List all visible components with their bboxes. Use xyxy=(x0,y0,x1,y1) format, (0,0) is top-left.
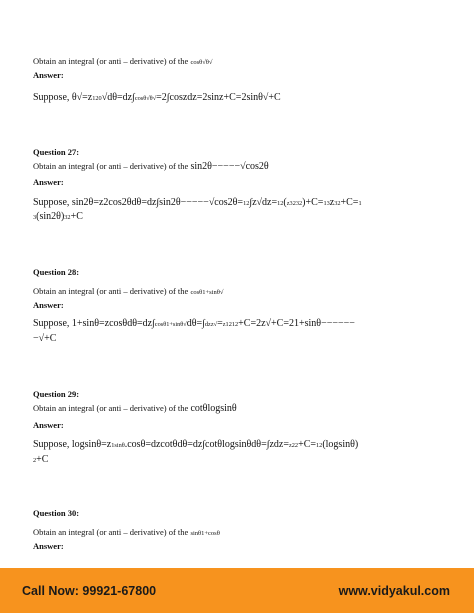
solution-text: Suppose, sin2θ=z2cos2θdθ=dz∫sin2θ−−−−−√cos2θ= xyxy=(33,197,244,208)
prompt-text: Obtain an integral (or anti – derivative) of the xyxy=(33,286,191,296)
solution-small-text: 2 xyxy=(33,457,37,464)
solution-26-line-1 xyxy=(33,92,281,103)
solution-small-text: 32 xyxy=(64,214,71,221)
question-26-prompt xyxy=(33,56,212,66)
solution-29-line-2 xyxy=(33,454,48,465)
answer-26-label: Answer: xyxy=(33,70,64,80)
solution-text: +C= xyxy=(298,439,317,450)
solution-text: ∫z√dz= xyxy=(249,197,278,208)
prompt-text: Obtain an integral (or anti – derivative) of the xyxy=(33,527,191,537)
solution-text: +C= xyxy=(340,197,359,208)
answer-30-label: Answer: xyxy=(33,541,64,551)
call-now-phone[interactable]: Call Now: 99921-67800 xyxy=(22,584,157,598)
question-27-title: Question 27: xyxy=(33,147,80,157)
prompt-text: Obtain an integral (or anti – derivative) of the xyxy=(33,403,191,413)
solution-small-text: z22 xyxy=(288,442,299,449)
prompt-function: cotθlogsinθ xyxy=(190,403,237,414)
solution-small-text: 12 xyxy=(243,200,250,207)
solution-text: +C=2z√+C=21+sinθ−−−−−− xyxy=(238,318,355,329)
solution-small-text: 3 xyxy=(33,214,37,221)
solution-small-text: cosθ√θ√ xyxy=(134,95,157,102)
solution-small-text: 12 xyxy=(277,200,284,207)
solution-text: +C xyxy=(70,211,83,222)
solution-text: −√+C xyxy=(33,333,57,344)
solution-small-text: 120 xyxy=(92,95,102,102)
solution-29-line-1 xyxy=(33,439,358,450)
solution-text: (logsinθ) xyxy=(322,439,359,450)
solution-text: )+C= xyxy=(302,197,324,208)
solution-text: +C xyxy=(36,454,49,465)
solution-text: dθ=∫ xyxy=(186,318,205,329)
solution-small-text: 1 xyxy=(358,200,362,207)
solution-28-line-2 xyxy=(33,333,56,344)
answer-27-label: Answer: xyxy=(33,177,64,187)
solution-text: Suppose, θ√=z xyxy=(33,92,93,103)
question-30-title: Question 30: xyxy=(33,508,80,518)
prompt-function: sin2θ−−−−−√cos2θ xyxy=(190,161,269,172)
prompt-function: cosθ1+sinθ√ xyxy=(190,289,224,296)
question-29-title: Question 29: xyxy=(33,389,80,399)
solution-text: Suppose, logsinθ=z xyxy=(33,439,112,450)
question-30-prompt xyxy=(33,527,220,537)
question-28-title: Question 28: xyxy=(33,267,80,277)
question-29-prompt xyxy=(33,403,237,414)
solution-small-text: 1sinθ xyxy=(111,442,125,449)
solution-small-text: 12 xyxy=(316,442,323,449)
solution-27-line-2 xyxy=(33,211,83,222)
solution-text: ( xyxy=(283,197,287,208)
solution-27-line-1 xyxy=(33,197,362,208)
solution-text: Suppose, 1+sinθ=zcosθdθ=dz∫ xyxy=(33,318,155,329)
solution-text: =2∫coszdz=2sinz+C=2sinθ√+C xyxy=(156,92,281,103)
solution-small-text: 32 xyxy=(334,200,341,207)
solution-small-text: z1212 xyxy=(222,321,239,328)
solution-text: z xyxy=(329,197,335,208)
question-28-prompt xyxy=(33,286,223,296)
solution-text: .cosθ=dzcotθdθ=dz∫cotθlogsinθdθ=∫zdz= xyxy=(124,439,289,450)
prompt-function: sinθ1+cosθ xyxy=(190,530,220,537)
answer-29-label: Answer: xyxy=(33,420,64,430)
prompt-function: cosθ√θ√ xyxy=(190,59,213,66)
prompt-text: Obtain an integral (or anti – derivative) of the xyxy=(33,161,191,171)
solution-small-text: cosθ1+sinθ√ xyxy=(154,321,187,328)
prompt-text: Obtain an integral (or anti – derivative) of the xyxy=(33,56,191,66)
solution-small-text: dzz√ xyxy=(204,321,218,328)
solution-small-text: z3232 xyxy=(286,200,303,207)
footer-banner xyxy=(0,568,474,613)
solution-text: (sin2θ) xyxy=(36,211,65,222)
solution-text: √dθ=dz∫ xyxy=(101,92,135,103)
solution-small-text: 13 xyxy=(323,200,330,207)
website-link[interactable]: www.vidyakul.com xyxy=(338,584,450,598)
solution-text: = xyxy=(217,318,223,329)
solution-28-line-1 xyxy=(33,318,355,329)
answer-28-label: Answer: xyxy=(33,300,64,310)
question-27-prompt xyxy=(33,161,269,172)
